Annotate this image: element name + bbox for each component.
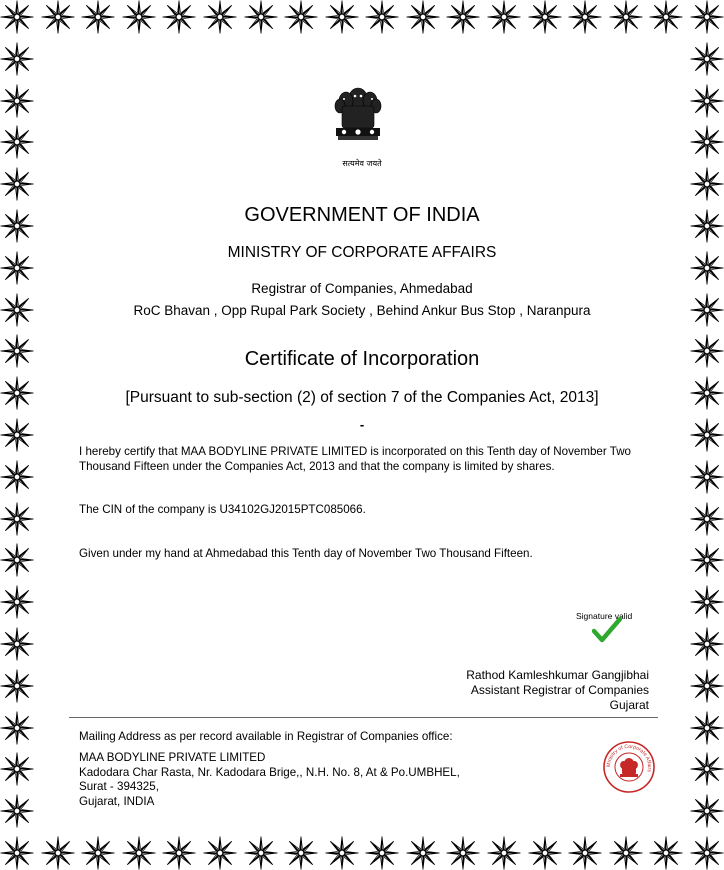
star-ornament-icon [0,585,34,619]
certificate-subtitle: [Pursuant to sub-section (2) of section 7 of the Companies Act, 2013] [125,389,599,406]
star-ornament-icon [609,836,643,870]
star-ornament-icon [0,836,34,870]
star-ornament-icon [365,0,399,34]
address-line: Gujarat, INDIA [79,794,155,808]
star-ornament-icon [0,125,34,159]
star-ornament-icon [0,711,34,745]
given-text: Given under my hand at Ahmedabad this Tenth day of November Two Thousand Fifteen. [79,547,533,560]
star-ornament-icon [244,836,278,870]
star-ornament-icon [609,0,643,34]
star-ornament-icon [81,836,115,870]
star-ornament-icon [690,125,724,159]
registrar-office: Registrar of Companies, Ahmedabad [251,281,473,296]
star-ornament-icon [0,794,34,828]
star-ornament-icon [568,836,602,870]
ministry-heading: MINISTRY OF CORPORATE AFFAIRS [227,244,497,261]
star-ornament-icon [649,836,683,870]
star-ornament-icon [325,0,359,34]
check-icon [592,616,622,644]
star-ornament-icon [41,0,75,34]
star-ornament-icon [162,836,196,870]
star-ornament-icon [0,502,34,536]
star-ornament-icon [0,460,34,494]
star-ornament-icon [690,794,724,828]
star-ornament-icon [690,84,724,118]
star-ornament-icon [284,836,318,870]
star-ornament-icon [406,0,440,34]
emblem-motto: सत्यमेव जयते [342,159,382,168]
star-ornament-icon [446,0,480,34]
star-ornament-icon [0,752,34,786]
star-ornament-icon [0,543,34,577]
star-ornament-icon [690,669,724,703]
address-line: MAA BODYLINE PRIVATE LIMITED [79,751,266,764]
address-line: Surat - 394325, [79,780,159,794]
star-ornament-icon [446,836,480,870]
star-ornament-icon [0,167,34,201]
mailing-address [79,751,460,809]
separator-dot: - [359,417,365,432]
star-ornament-icon [690,627,724,661]
star-ornament-icon [325,836,359,870]
star-ornament-icon [690,836,724,870]
divider [69,717,658,718]
star-ornament-icon [203,836,237,870]
registrar-address: RoC Bhavan , Opp Rupal Park Society , Behind Ankur Bus Stop , Naranpura [133,303,591,318]
star-ornament-icon [0,627,34,661]
star-ornament-icon [690,460,724,494]
star-ornament-icon [568,0,602,34]
star-ornament-icon [0,42,34,76]
certification-text: I hereby certify that MAA BODYLINE PRIVATE LIMITED is incorporated on this Tenth day of November Two Thousand Fifteen under the Companies Act, 2013 and that the company is limited by shares. [79,445,632,473]
mca-seal [603,741,655,793]
star-ornament-icon [528,836,562,870]
signatory-designation: Assistant Registrar of Companies [470,683,649,697]
star-ornament-icon [0,0,34,34]
star-ornament-icon [649,0,683,34]
star-ornament-icon [284,0,318,34]
star-ornament-icon [122,836,156,870]
star-ornament-icon [365,836,399,870]
star-ornament-icon [487,836,521,870]
signatory-state: Gujarat [609,698,649,712]
star-ornament-icon [528,0,562,34]
star-ornament-icon [162,0,196,34]
star-ornament-icon [122,0,156,34]
certificate-title: Certificate of Incorporation [244,348,480,370]
signature-status: Signature valid [576,611,633,621]
star-ornament-icon [690,543,724,577]
star-ornament-icon [690,752,724,786]
star-ornament-icon [690,711,724,745]
seal-text: Ministry of Corporate Affairs [605,743,653,773]
address-line: Kadodara Char Rasta, Nr. Kadodara Brige,, N.H. No. 8, At & Po.UMBHEL, [79,765,460,779]
star-ornament-icon [244,0,278,34]
star-ornament-icon [690,167,724,201]
star-ornament-icon [690,42,724,76]
mailing-heading: Mailing Address as per record available in Registrar of Companies office: [79,730,453,743]
government-heading: GOVERNMENT OF INDIA [244,204,480,226]
star-ornament-icon [0,84,34,118]
signatory-name: Rathod Kamleshkumar Gangjibhai [466,668,649,682]
national-emblem [328,84,388,156]
star-ornament-icon [0,669,34,703]
star-ornament-icon [690,585,724,619]
star-ornament-icon [406,836,440,870]
star-ornament-icon [203,0,237,34]
star-ornament-icon [81,0,115,34]
cin-text: The CIN of the company is U34102GJ2015PTC085066. [79,503,366,516]
star-ornament-icon [690,502,724,536]
star-ornament-icon [487,0,521,34]
star-ornament-icon [690,0,724,34]
star-ornament-icon [41,836,75,870]
